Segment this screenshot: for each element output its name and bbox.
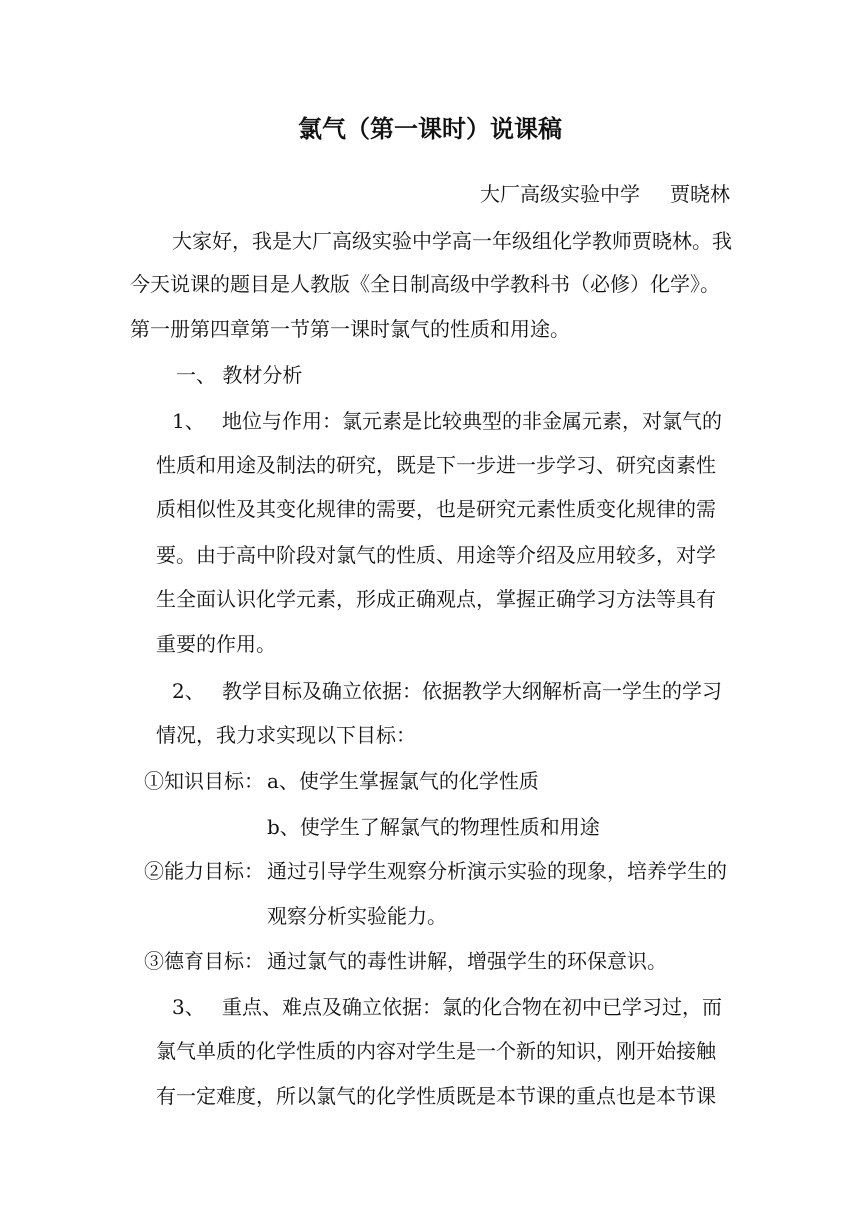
intro-line: 大家好，我是大厂高级实验中学高一年级组化学教师贾晓林。我 xyxy=(172,229,732,253)
item-line: 生全面认识化学元素，形成正确观点，掌握正确学习方法等具有 xyxy=(156,587,716,611)
goal-label: ①知识目标： xyxy=(144,769,264,793)
item-number: 3、 xyxy=(172,995,205,1019)
document-title: 氯气（第一课时）说课稿 xyxy=(298,114,562,143)
intro-line: 今天说课的题目是人教版《全日制高级中学教科书（必修）化学》。 xyxy=(130,272,720,296)
goal-text: a、使学生掌握氯气的化学性质 xyxy=(267,769,539,793)
item-line: 质相似性及其变化规律的需要，也是研究元素性质变化规律的需 xyxy=(156,497,716,521)
goal-text: b、使学生了解氯气的物理性质和用途 xyxy=(267,815,600,839)
item-line: 氯气单质的化学性质的内容对学生是一个新的知识，刚开始接触 xyxy=(156,1039,716,1063)
item-line: 重点、难点及确立依据：氯的化合物在初中已学习过，而 xyxy=(222,995,722,1019)
goal-text: 通过氯气的毒性讲解，增强学生的环保意识。 xyxy=(267,949,667,973)
item-line: 有一定难度，所以氯气的化学性质既是本节课的重点也是本节课 xyxy=(156,1084,716,1108)
item-line: 情况，我力求实现以下目标： xyxy=(156,723,416,747)
goal-text: 观察分析实验能力。 xyxy=(267,904,447,928)
item-line: 地位与作用：氯元素是比较典型的非金属元素，对氯气的 xyxy=(222,409,722,433)
item-line: 性质和用途及制法的研究，既是下一步进一步学习、研究卤素性 xyxy=(156,453,716,477)
item-line: 重要的作用。 xyxy=(156,632,276,656)
author-school: 大厂高级实验中学 xyxy=(480,182,640,206)
intro-line: 第一册第四章第一节第一课时氯气的性质和用途。 xyxy=(130,317,570,341)
section-heading: 一、 教材分析 xyxy=(176,363,303,387)
item-line: 要。由于高中阶段对氯气的性质、用途等介绍及应用较多，对学 xyxy=(156,543,716,567)
goal-text: 通过引导学生观察分析演示实验的现象，培养学生的 xyxy=(267,859,727,883)
item-line: 教学目标及确立依据：依据教学大纲解析高一学生的学习 xyxy=(222,679,722,703)
author-line xyxy=(480,182,730,206)
item-number: 1、 xyxy=(172,409,205,433)
item-number: 2、 xyxy=(172,679,205,703)
author-name: 贾晓林 xyxy=(670,182,730,206)
goal-label: ③德育目标： xyxy=(144,949,264,973)
goal-label: ②能力目标： xyxy=(144,859,264,883)
